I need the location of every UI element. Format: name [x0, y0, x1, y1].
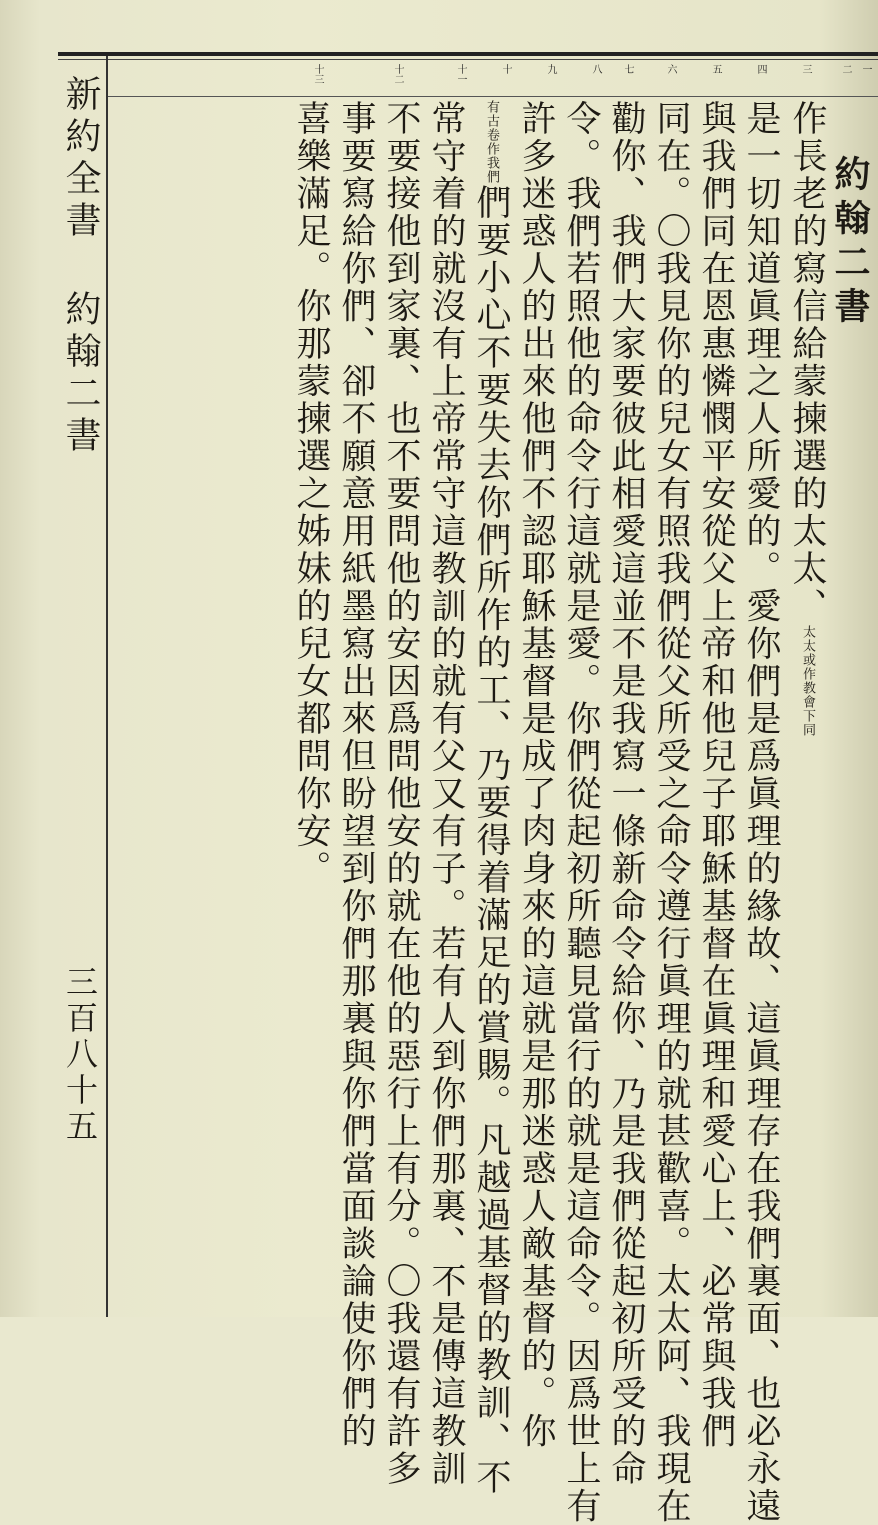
note-gujuan: 有古卷作我們 — [484, 100, 499, 184]
verse-index-number: 三 — [800, 64, 811, 74]
book-heading: 約翰二書 — [829, 155, 871, 331]
verse-index-number: 十 — [500, 64, 511, 74]
verse-index-number: 十二 — [392, 64, 403, 84]
verse-index-number: 六 — [665, 64, 676, 74]
text-column-7: 許多迷惑人的出來他們不認耶穌基督是成了肉身來的這就是那迷惑人敵基督的。你 — [516, 100, 556, 1450]
text-column-5: 勸你、我們大家要彼此相愛這並不是我寫一條新命令給你、乃是我們從起初所受的命 — [606, 100, 646, 1488]
text-column-1-text: 作長老的寫信給蒙揀選的太太、 — [787, 100, 827, 625]
text-column-10: 不要接他到家裏、也不要問他的安因爲問他安的就在他的惡行上有分。〇我還有許多 — [381, 100, 421, 1488]
page-number: 三百八十五 — [61, 965, 99, 1145]
index-rule — [108, 96, 878, 97]
note-taitai: 太太或作教會下同 — [800, 625, 815, 737]
top-rule — [58, 52, 878, 56]
verse-index-number: 二 — [840, 64, 851, 74]
text-column-12: 喜樂滿足。你那蒙揀選之姊妹的兒女都問你安。 — [291, 100, 331, 888]
verse-index-number: 十三 — [312, 64, 323, 84]
verse-index-number: 一 — [860, 64, 871, 74]
text-column-8-text: 們要小心不要失去你們所作的工、乃要得着滿足的賞賜。凡越過基督的教訓、不 — [471, 184, 511, 1497]
verse-index-number: 七 — [622, 64, 633, 74]
verse-index-number: 九 — [545, 64, 556, 74]
verse-index-number: 四 — [755, 64, 766, 74]
text-column-11: 事要寫給你們、卻不願意用紙墨寫出來但盼望到你們那裏與你們當面談論使你們的 — [336, 100, 376, 1450]
text-column-4: 同在。〇我見你的兒女有照我們從父所受之命令遵行眞理的就甚歡喜。太太阿、我現在 — [651, 100, 691, 1525]
text-column-9: 常守着的就沒有上帝常守這教訓的就有父又有子。若有人到你們那裏、不是傳這教訓 — [426, 100, 466, 1488]
verse-index-number: 五 — [710, 64, 721, 74]
left-margin-rule — [106, 56, 108, 1317]
running-book-title: 新約全書 約翰二書 — [60, 75, 101, 458]
text-column-1 — [788, 100, 826, 737]
text-column-8 — [472, 100, 510, 1497]
text-column-3: 與我們同在恩惠憐憫平安從父上帝和他兒子耶穌基督在眞理和愛心上、必常與我們 — [696, 100, 736, 1450]
verse-index-number: 八 — [590, 64, 601, 74]
text-column-6: 令。我們若照他的命令行這就是愛。你們從起初所聽見當行的就是這命令。因爲世上有 — [561, 100, 601, 1525]
verse-index-number: 十一 — [455, 64, 466, 84]
top-rule-thin — [58, 59, 878, 60]
text-column-2: 是一切知道眞理之人所愛的。愛你們是爲眞理的緣故、這眞理存在我們裏面、也必永遠 — [741, 100, 781, 1525]
